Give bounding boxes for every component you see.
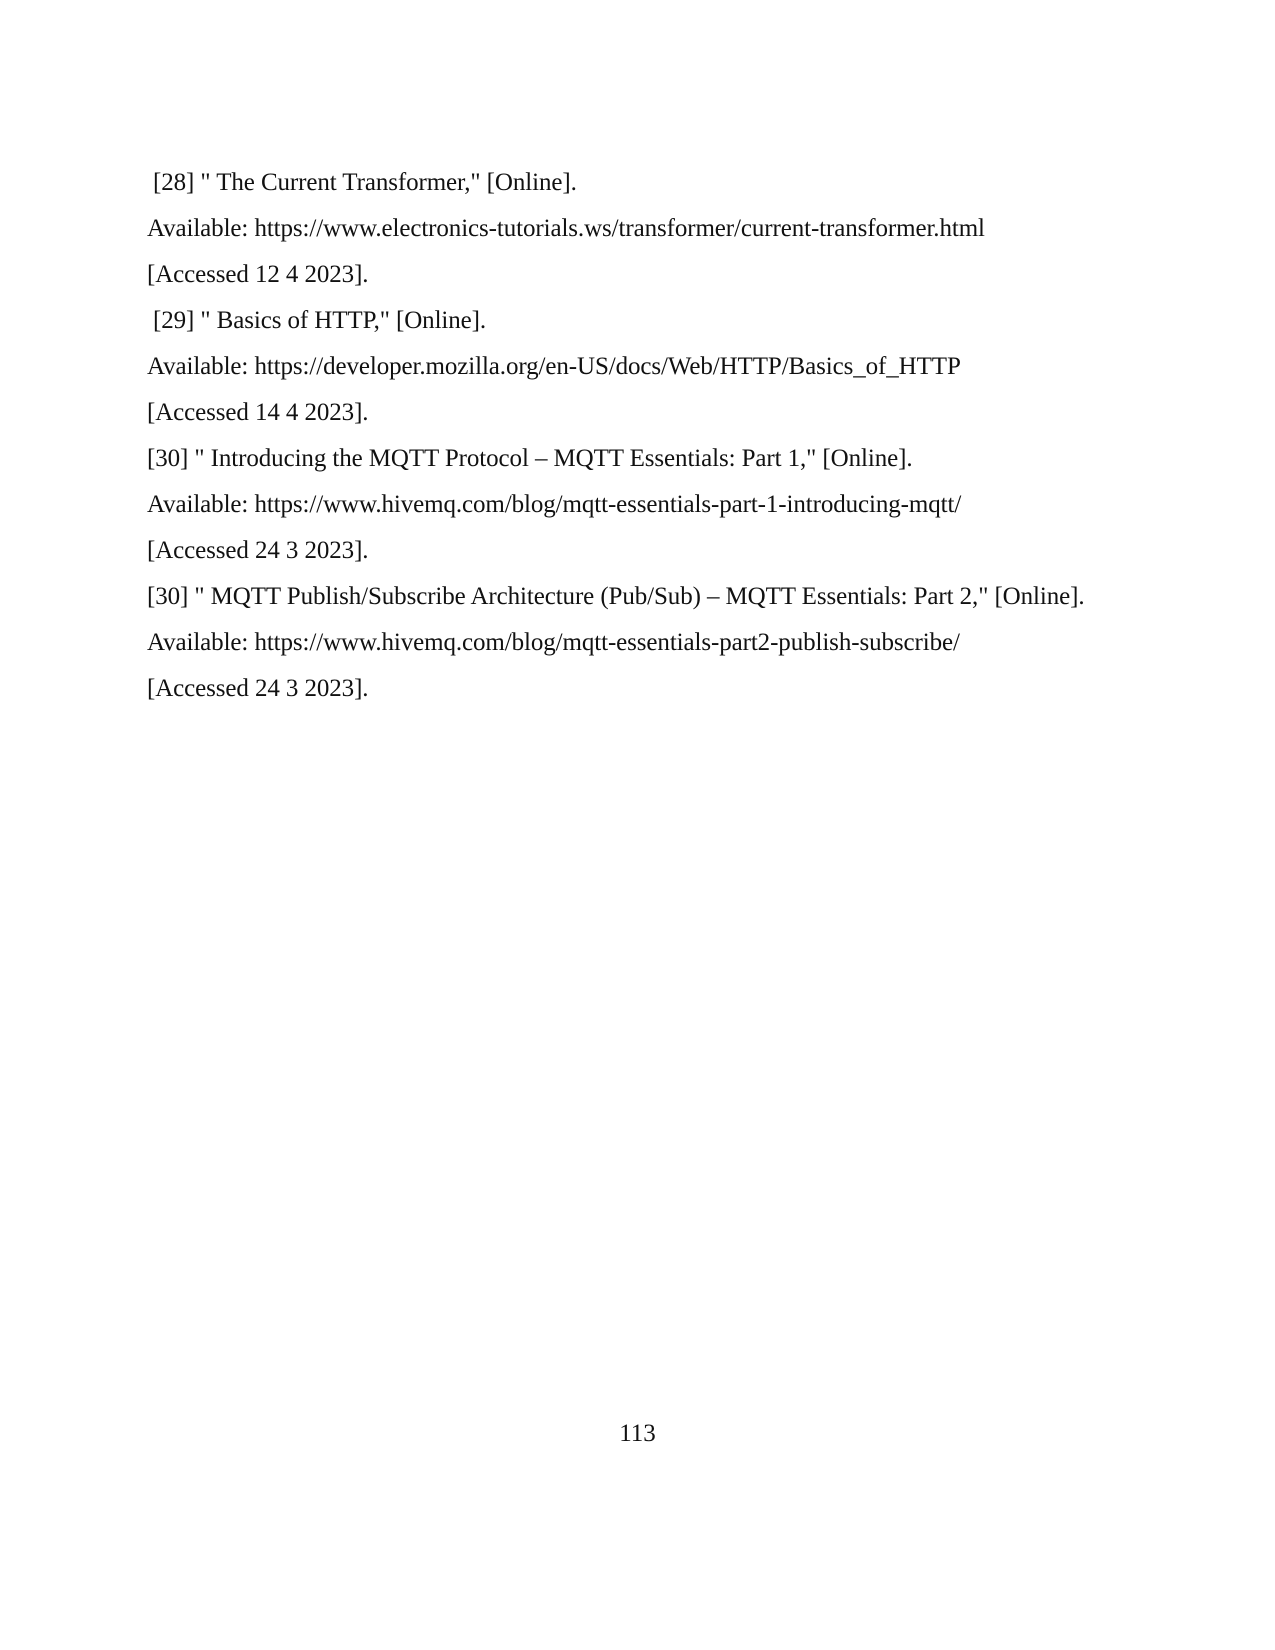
page-number: 113	[619, 1420, 656, 1447]
reference-30a-accessed: [Accessed 24 3 2023].	[147, 537, 369, 564]
reference-29-heading	[147, 298, 1187, 344]
reference-list	[147, 160, 1187, 712]
available-label: Available:	[147, 491, 249, 518]
reference-url[interactable]: https://www.hivemq.com/blog/mqtt-essentials-part2-publish-subscribe/	[254, 629, 960, 656]
reference-number: [30]	[147, 445, 189, 472]
reference-number: [28]	[153, 169, 195, 196]
reference-30a-heading	[147, 436, 1187, 482]
reference-30b-accessed: [Accessed 24 3 2023].	[147, 675, 369, 702]
reference-title: " MQTT Publish/Subscribe Architecture (Pub/Sub) – MQTT Essentials: Part 2," [Online].	[194, 583, 1085, 610]
reference-28-accessed: [Accessed 12 4 2023].	[147, 261, 369, 288]
reference-url[interactable]: https://www.hivemq.com/blog/mqtt-essentials-part-1-introducing-mqtt/	[254, 491, 962, 518]
reference-url[interactable]: https://developer.mozilla.org/en-US/docs/Web/HTTP/Basics_of_HTTP	[254, 353, 961, 380]
reference-number: [29]	[153, 307, 195, 334]
reference-29-accessed: [Accessed 14 4 2023].	[147, 399, 369, 426]
reference-title: " Introducing the MQTT Protocol – MQTT Essentials: Part 1," [Online].	[194, 445, 913, 472]
reference-title: " Basics of HTTP," [Online].	[200, 307, 487, 334]
reference-30b-heading	[147, 574, 1187, 620]
reference-29-available	[147, 344, 1187, 390]
reference-url[interactable]: https://www.electronics-tutorials.ws/transformer/current-transformer.html	[254, 215, 985, 242]
reference-28-heading	[147, 160, 1187, 206]
reference-28-available	[147, 206, 1187, 252]
reference-30b-available	[147, 620, 1187, 666]
available-label: Available:	[147, 629, 249, 656]
reference-30a-available	[147, 482, 1187, 528]
reference-number: [30]	[147, 583, 189, 610]
reference-title: " The Current Transformer," [Online].	[200, 169, 577, 196]
available-label: Available:	[147, 353, 249, 380]
available-label: Available:	[147, 215, 249, 242]
